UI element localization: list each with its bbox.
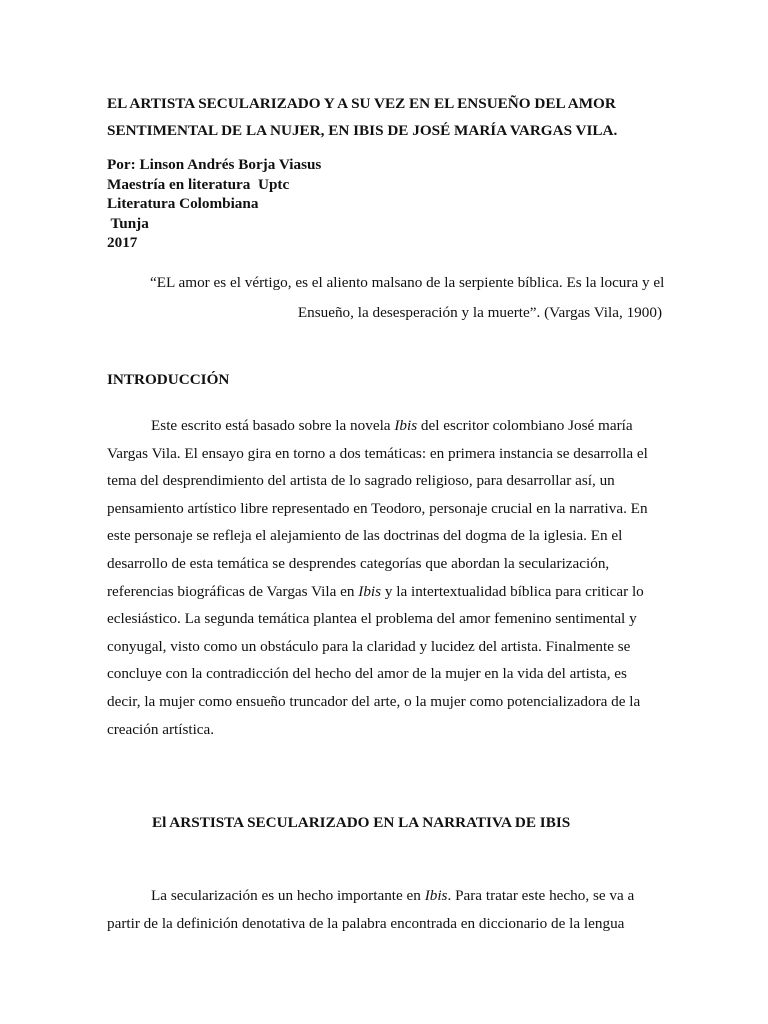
epigraph-quote (150, 268, 665, 328)
text-run: y la intertextualidad bíblica para criticar lo (381, 582, 644, 600)
paragraph-line: eclesiástico. La segunda temática plantea el problema del amor femenino sentimental y (107, 610, 637, 628)
title-line: EL ARTISTA SECULARIZADO Y A SU VEZ EN EL ENSUEÑO DEL AMOR (107, 95, 616, 112)
italic-title: Ibis (358, 582, 382, 600)
paragraph-line: decir, la mujer como ensueño truncador del arte, o la mujer como potencializadora de la (107, 692, 641, 710)
section-paragraph (107, 882, 657, 937)
paragraph-line: tema del desprendimiento del artista de lo sagrado religioso, para desarrollar así, un (107, 472, 615, 490)
text-run: . Para tratar este hecho, se va a (447, 887, 635, 904)
paragraph-line: pensamiento artístico libre representado en Teodoro, personaje crucial en la narrativa. En (107, 499, 648, 517)
epigraph-line: Ensueño, la desesperación y la muerte”. (Vargas Vila, 1900) (297, 304, 662, 321)
paragraph-line (107, 412, 657, 440)
introduction-heading: INTRODUCCIÓN (107, 371, 230, 388)
title-line: SENTIMENTAL DE LA NUJER, EN IBIS DE JOSÉ MARÍA VARGAS VILA. (107, 122, 618, 139)
paragraph-line: concluye con la contradicción del hecho del amor de la mujer en la vida del artista, es (107, 665, 627, 683)
program-name: Maestría en literatura Uptc (107, 175, 290, 193)
text-run: Este escrito está basado sobre la novela (151, 417, 395, 434)
author-name: Por: Linson Andrés Borja Viasus (107, 156, 322, 173)
text-run: referencias biográficas de Vargas Vila en (107, 582, 359, 600)
italic-title: Ibis (394, 417, 418, 434)
city-name: Tunja (107, 214, 149, 232)
document-title (107, 90, 667, 144)
paragraph-line (107, 882, 657, 910)
introduction-paragraph (107, 412, 657, 743)
epigraph-line: “EL amor es el vértigo, es el aliento malsano de la serpiente bíblica. Es la locura y el (150, 274, 665, 291)
paragraph-line: Vargas Vila. El ensayo gira en torno a dos temáticas: en primera instancia se desarrolla el (107, 444, 648, 462)
text-run: del escritor colombiano José maría (417, 417, 633, 434)
paragraph-line (107, 578, 657, 606)
author-block (107, 155, 321, 253)
paragraph-line: creación artística. (107, 720, 215, 738)
year: 2017 (107, 234, 138, 251)
course-name: Literatura Colombiana (107, 195, 259, 212)
section-heading: El ARSTISTA SECULARIZADO EN LA NARRATIVA DE IBIS (152, 814, 571, 831)
italic-title: Ibis (424, 887, 448, 904)
paragraph-line: desarrollo de esta temática se desprendes categorías que abordan la secularización, (107, 554, 610, 572)
text-run: La secularización es un hecho importante en (151, 887, 425, 904)
paragraph-line: conyugal, visto como un obstáculo para la claridad y lucidez del artista. Finalmente se (107, 637, 631, 655)
paragraph-line: partir de la definición denotativa de la palabra encontrada en diccionario de la lengua (107, 914, 625, 932)
paragraph-line: este personaje se refleja el alejamiento de las doctrinas del dogma de la iglesia. En el (107, 527, 623, 545)
